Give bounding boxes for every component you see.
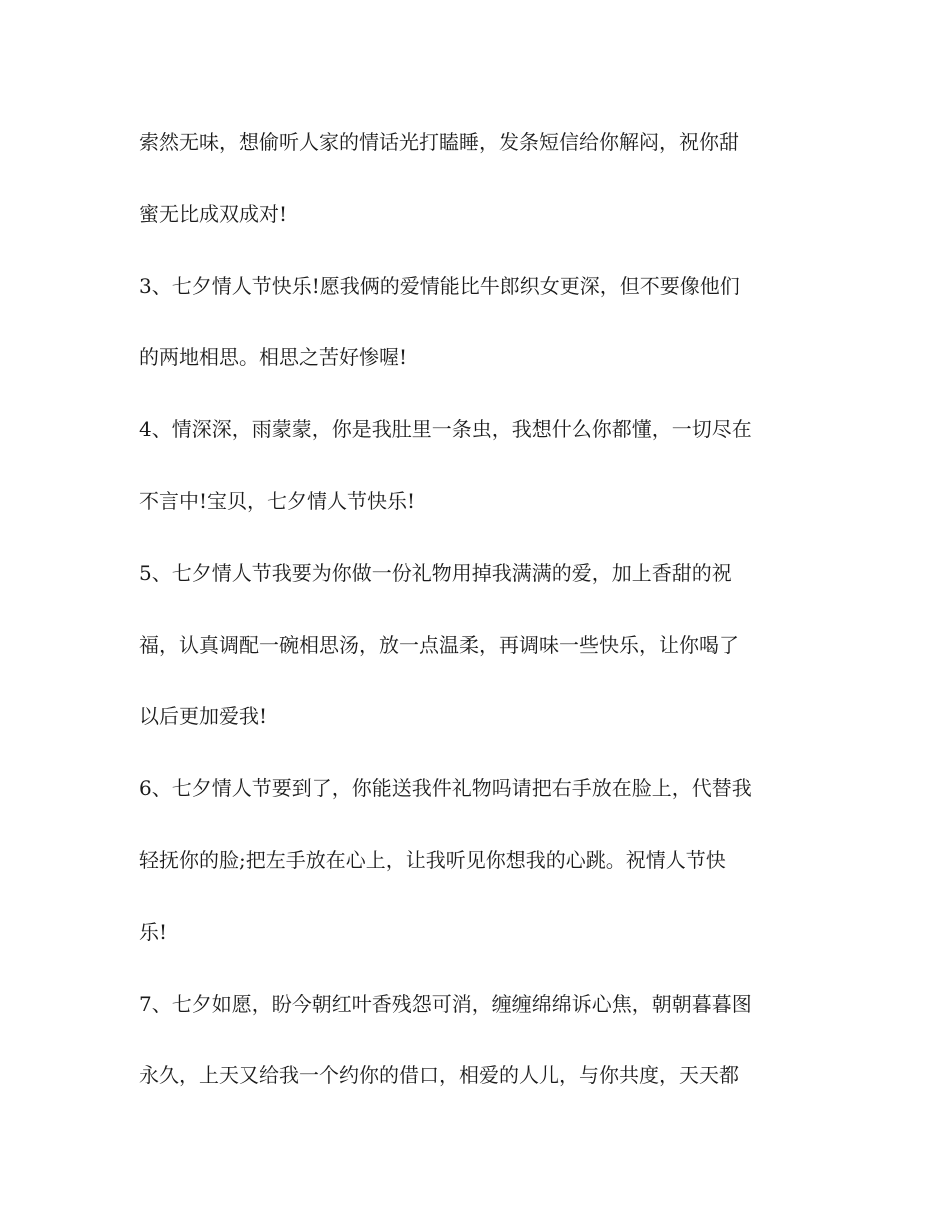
text-line: 3、七夕情人节快乐!愿我俩的爱情能比牛郎织女更深，但不要像他们 [139,273,740,298]
text-line: 4、情深深，雨蒙蒙，你是我肚里一条虫，我想什么你都懂，一切尽在 [139,417,752,442]
text-line: 以后更加爱我! [139,704,268,729]
text-line: 永久，上天又给我一个约你的借口，相爱的人儿，与你共度，天天都 [139,1063,739,1088]
text-line: 不言中!宝贝，七夕情人节快乐! [139,488,416,513]
text-line: 蜜无比成双成对! [139,201,288,226]
text-line: 5、七夕情人节我要为你做一份礼物用掉我满满的爱，加上香甜的祝 [139,560,732,585]
text-line: 6、七夕情人节要到了，你能送我件礼物吗请把右手放在脸上，代替我 [139,776,752,801]
text-line: 轻抚你的脸;把左手放在心上，让我听见你想我的心跳。祝情人节快 [139,847,726,872]
text-line: 福，认真调配一碗相思汤，放一点温柔，再调味一些快乐，让你喝了 [139,632,739,657]
text-line: 索然无味，想偷听人家的情话光打瞌睡，发条短信给你解闷，祝你甜 [139,130,739,154]
document-body [139,122,819,1127]
text-line: 的两地相思。相思之苦好惨喔! [139,345,408,370]
text-line: 乐! [139,919,168,944]
text-line: 7、七夕如愿，盼今朝红叶香残怨可消，缠缠绵绵诉心焦，朝朝暮暮图 [139,991,752,1016]
